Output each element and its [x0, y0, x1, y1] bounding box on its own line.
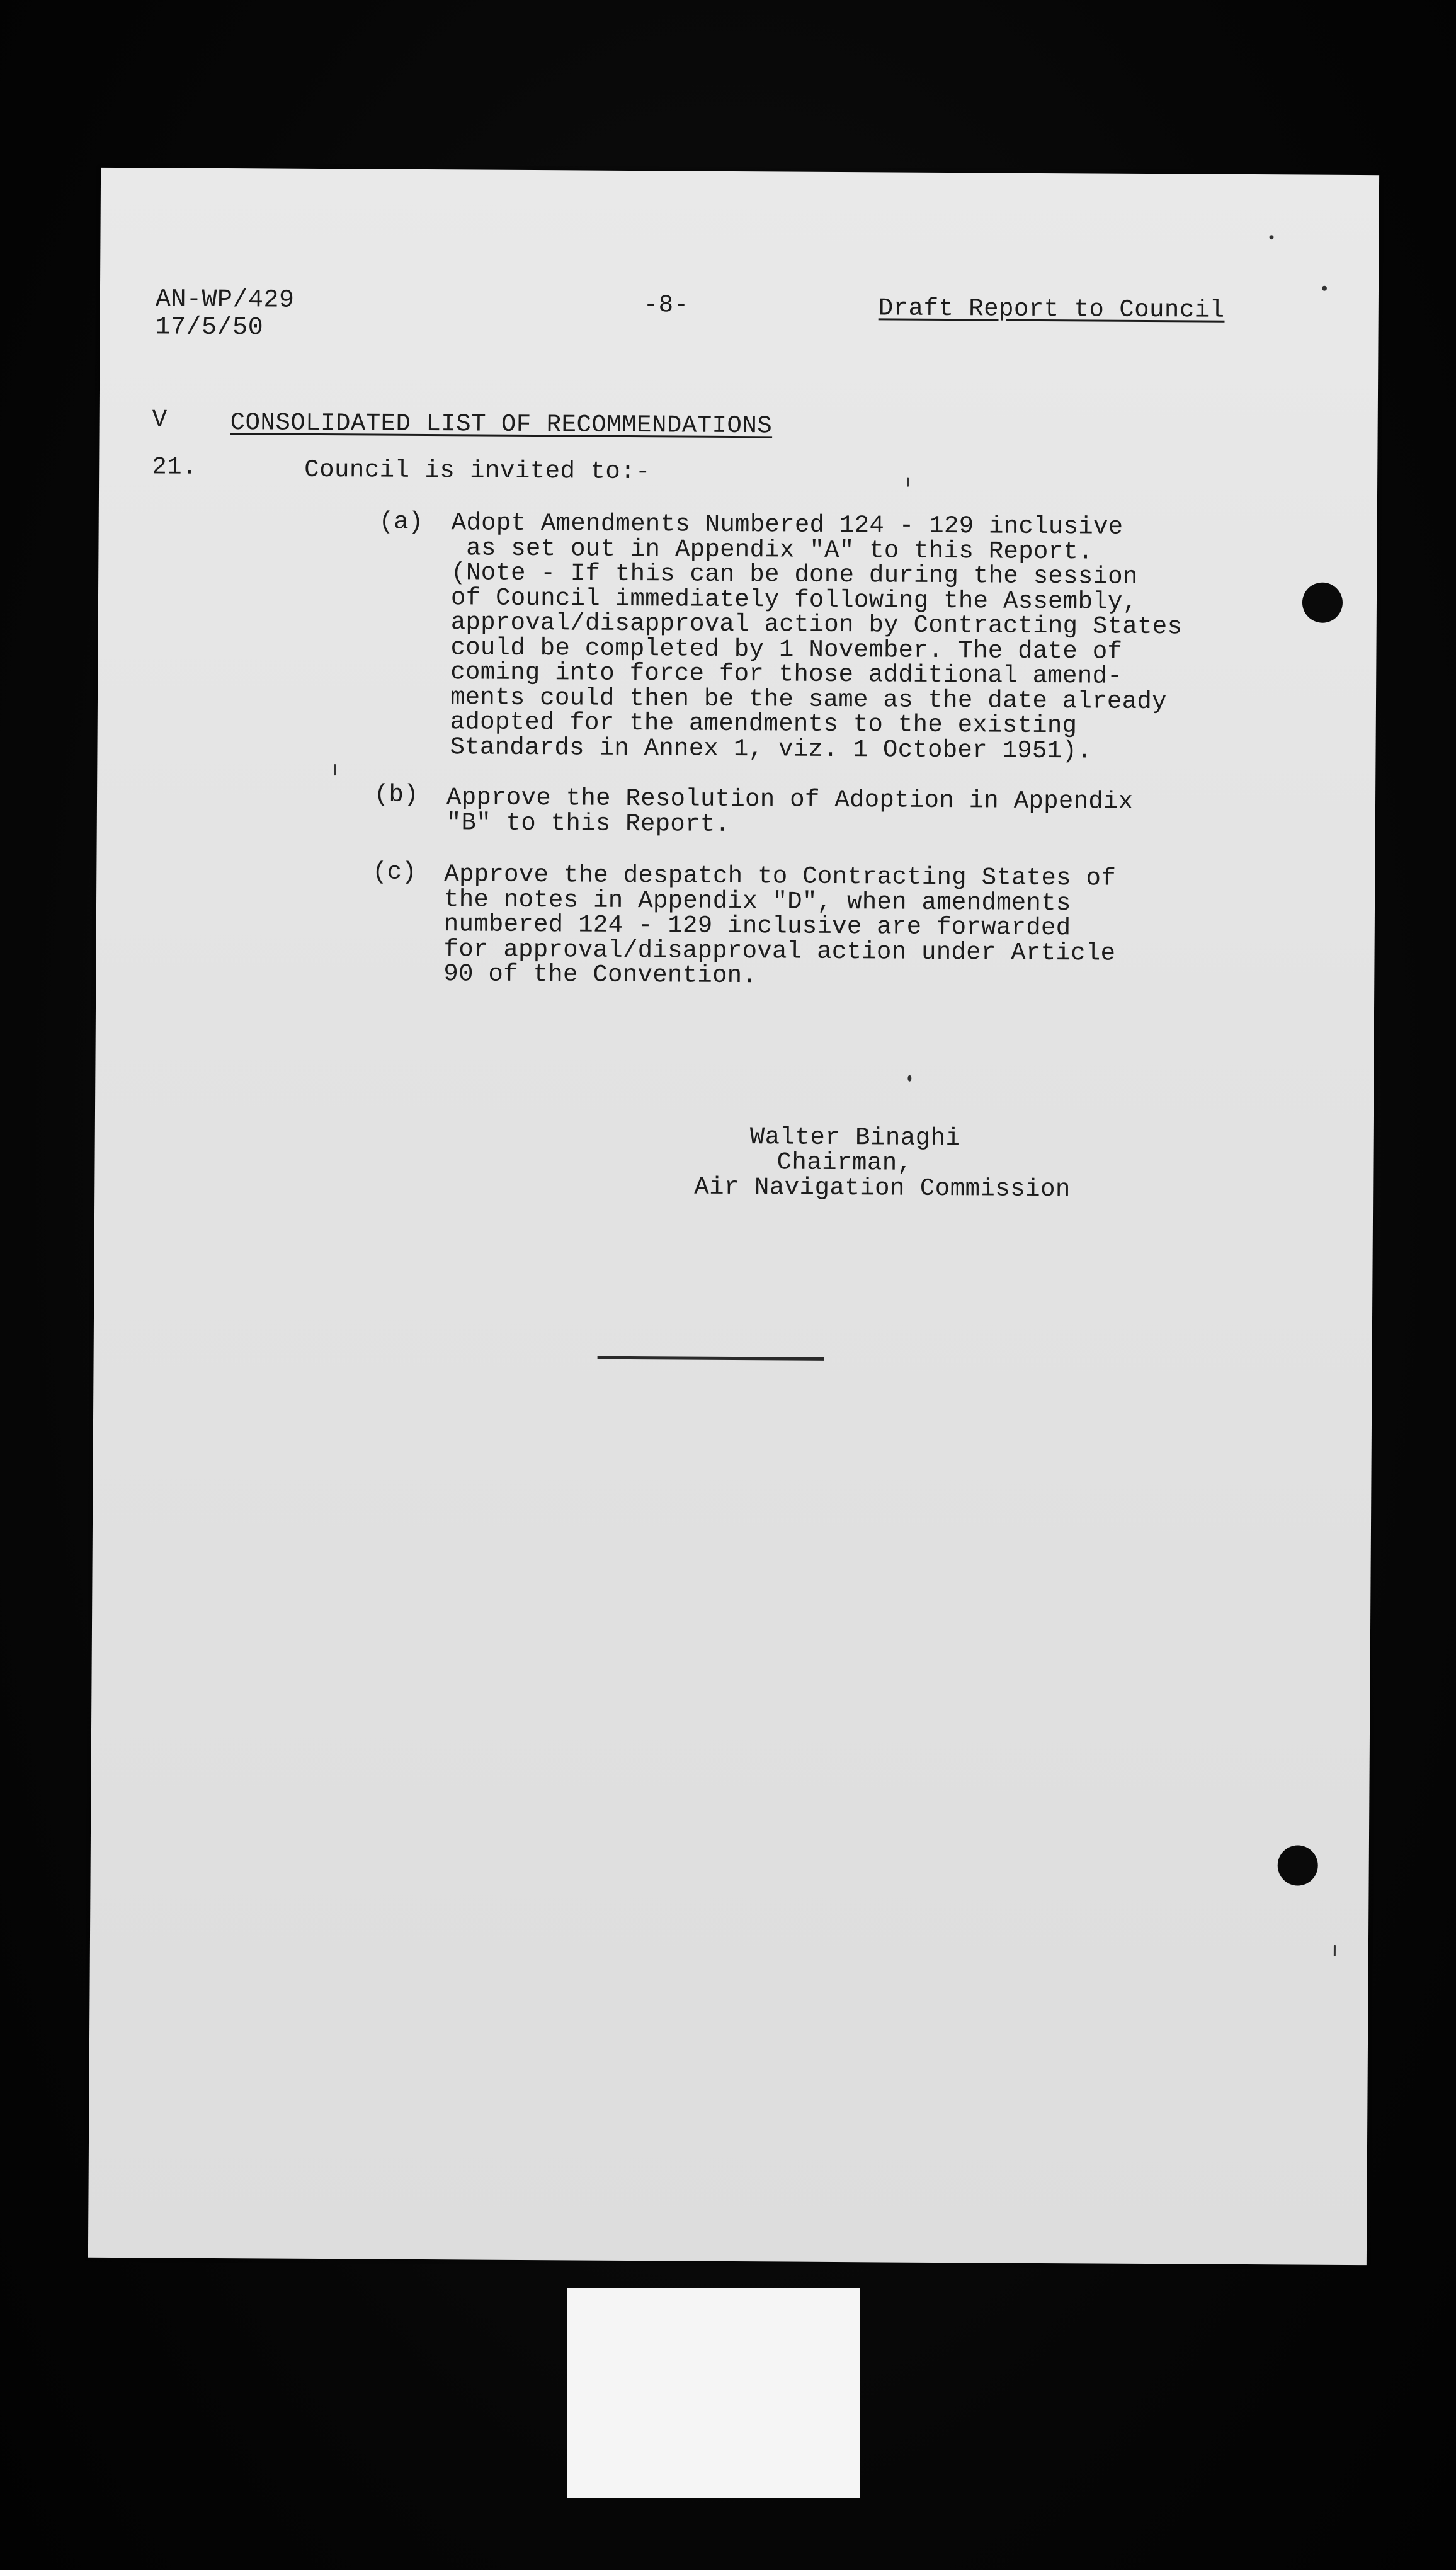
punch-hole [1278, 1845, 1318, 1885]
item-b-text: Approve the Resolution of Adoption in Appendix "B" to this Report. [446, 784, 1134, 838]
document-title: Draft Report to Council [878, 294, 1225, 324]
punch-hole [1302, 582, 1343, 622]
paper-speck [1322, 286, 1327, 291]
page-number: -8- [643, 291, 689, 319]
signatory-role: Chairman, [776, 1148, 913, 1177]
item-a-text: Adopt Amendments Numbered 124 - 129 inclusive as set out in Appendix "A" to this Report. (Note - If this can be done during the session of Council immediately following the Assembly, approval/disapproval action by Contracting States could be completed by 1 November. The date of coming into force for those additional amend- ments could then be the same as the date already adopted for the amendments to the existing Standards in Annex 1, viz. 1 October 1951). [450, 509, 1183, 765]
section-title: CONSOLIDATED LIST OF RECOMMENDATIONS [230, 409, 773, 440]
item-c-text: Approve the despatch to Contracting States of the notes in Appendix "D", when amendments numbered 124 - 129 inclusive are forwarded for approval/disapproval action under Article 90 of the Convention. [443, 860, 1117, 990]
paper-speck [334, 764, 336, 775]
paper-speck [907, 478, 909, 487]
signatory-organization: Air Navigation Commission [694, 1173, 1071, 1204]
paper-speck [907, 1075, 911, 1082]
item-a-label: (a) [378, 508, 424, 536]
reference-card [567, 2288, 860, 2498]
paper-speck [1334, 1945, 1336, 1956]
signatory-name: Walter Binaghi [749, 1123, 961, 1153]
closing-rule [598, 1356, 824, 1361]
item-c-label: (c) [372, 858, 417, 886]
document-page [88, 168, 1379, 2265]
section-number: V [152, 406, 168, 434]
item-b-label: (b) [373, 780, 419, 809]
document-reference: AN-WP/429 17/5/50 [155, 285, 295, 343]
paragraph-intro: Council is invited to:- [304, 455, 651, 486]
paper-speck [1269, 235, 1273, 239]
paragraph-number: 21. [152, 453, 198, 481]
